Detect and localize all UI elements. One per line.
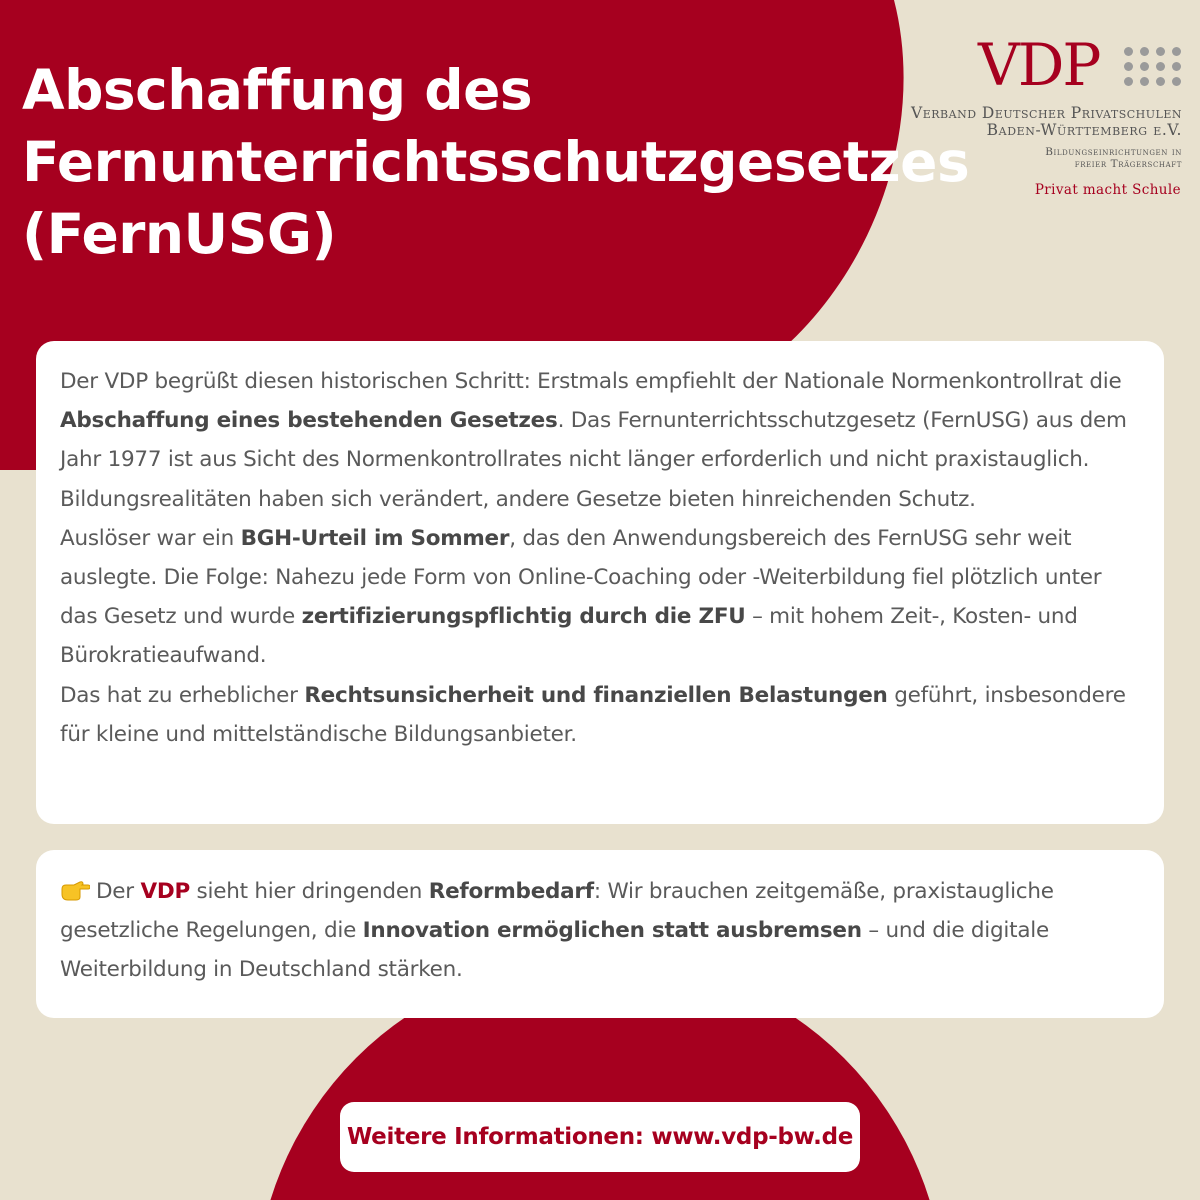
text: Das hat zu erheblicher — [60, 682, 305, 708]
page-title — [22, 54, 970, 270]
text: Auslöser war ein — [60, 525, 241, 551]
bold-text: zertifizierungspflichtig durch die ZFU — [301, 604, 746, 630]
title-line-2: Fernunterrichtsschutzgesetzes — [22, 130, 970, 194]
logo-dots-icon — [1124, 47, 1188, 95]
text: . Das Fernunterrichtsschutzgesetz (FernUSG) aus dem Jahr 1977 ist aus Sicht des Normenkontrollrates nicht länger erforderlich und nicht praxistauglich. Bildungsrealitäten haben sich verändert, andere Gesetze bieten hinreichenden Schutz. — [60, 408, 1127, 512]
logo-line-2: Baden-Württemberg e.V. — [986, 121, 1182, 139]
paragraph-3 — [60, 676, 1140, 754]
text: Der VDP begrüßt diesen historischen Schritt: Erstmals empfiehlt der Nationale Normenkontrollrat die — [60, 369, 1122, 394]
info-card — [36, 341, 1164, 824]
more-info-label: Weitere Informationen: www.vdp-bw.de — [346, 1124, 854, 1150]
bold-text: Abschaffung eines bestehenden Gesetzes — [60, 408, 558, 434]
paragraph-1 — [60, 362, 1140, 519]
logo-line-3: Bildungseinrichtungen in — [1045, 146, 1182, 158]
text: sieht hier dringenden — [189, 879, 429, 904]
logo-mark: VDP — [978, 31, 1100, 99]
logo-line-1: Verband Deutscher Privatschulen — [911, 104, 1182, 122]
bold-text: Innovation ermöglichen statt ausbremsen — [362, 918, 862, 944]
logo-line-4: freier Trägerschaft — [1074, 158, 1182, 170]
text: , das den Anwendungsbereich des FernUSG sehr weit auslegte. Die Folge: Nahezu jede Form von Online-Coaching oder -Weiterbildung fiel plötzlich unter das Gesetz und wurde — [60, 525, 1102, 630]
text: geführt, insbesondere für kleine und mittelständische Bildungsanbieter. — [60, 682, 1126, 747]
bold-text: Rechtsunsicherheit und finanziellen Belastungen — [304, 682, 888, 708]
title-line-1: Abschaffung des — [22, 58, 533, 122]
paragraph-2 — [60, 519, 1140, 676]
title-line-3: (FernUSG) — [22, 202, 337, 266]
reform-card — [36, 850, 1164, 1018]
reform-paragraph — [60, 872, 1140, 990]
bold-text: BGH-Urteil im Sommer — [240, 525, 510, 551]
text: : Wir brauchen zeitgemäße, praxistaugliche gesetzliche Regelungen, die — [60, 879, 1054, 944]
bold-text: VDP — [140, 879, 190, 904]
text: – und die digitale Weiterbildung in Deutschland stärken. — [60, 918, 1049, 983]
text: – mit hohem Zeit-, Kosten- und Bürokratieaufwand. — [60, 604, 1078, 669]
pointing-hand-icon — [60, 879, 90, 901]
more-info-link[interactable] — [340, 1102, 860, 1172]
text: Der — [96, 879, 141, 904]
bold-text: Reformbedarf — [428, 879, 594, 904]
logo-slogan: Privat macht Schule — [1034, 182, 1181, 198]
